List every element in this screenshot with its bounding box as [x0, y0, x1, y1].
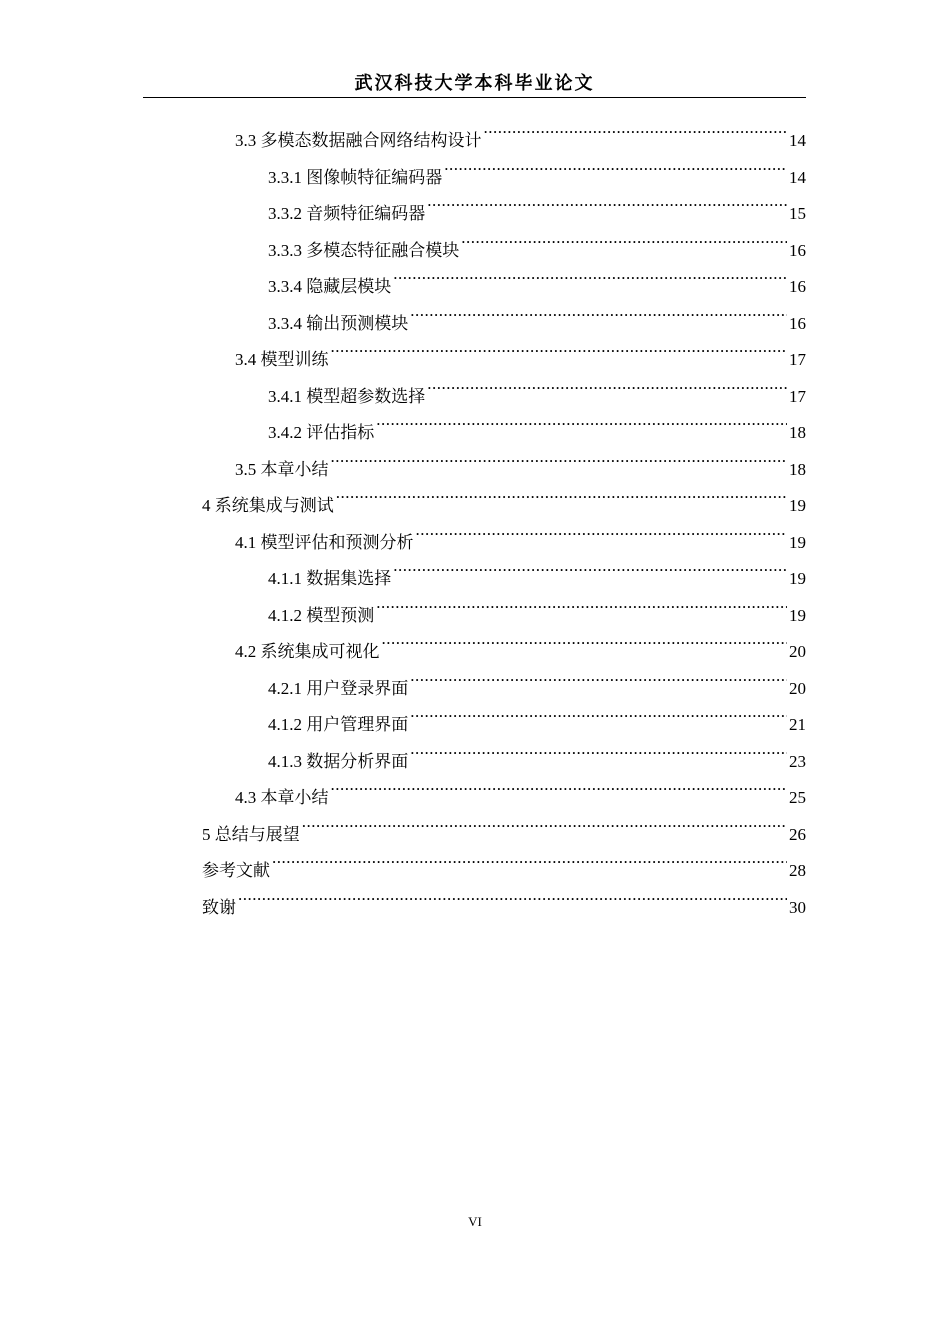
toc-entry-4-1-2-user-mgmt[interactable]: [268, 694, 806, 734]
toc-entry-4-1[interactable]: [235, 512, 806, 552]
toc-entry-page: 18: [789, 459, 806, 479]
toc-entry-4-2[interactable]: [235, 621, 806, 661]
toc-entry-title: 3.3 多模态数据融合网络结构设计: [235, 131, 482, 150]
toc-leader-dots: [444, 147, 787, 183]
toc-entry-title: 3.3.4 输出预测模块: [268, 313, 409, 333]
footer-page-number: VI: [468, 1214, 482, 1229]
toc-entry-3-3-4-output[interactable]: [268, 293, 806, 333]
toc-entry-4-3[interactable]: [235, 767, 806, 807]
toc-entry-3-3-4-hidden[interactable]: [268, 256, 806, 296]
toc-entry-title: 3.3.1 图像帧特征编码器: [268, 167, 443, 187]
toc-entry-acknowledgements[interactable]: [202, 877, 806, 917]
toc-leader-dots: [410, 293, 787, 329]
toc-entry-4-2-1[interactable]: [268, 658, 806, 698]
toc-entry-page: 17: [789, 350, 806, 369]
toc-entry-3-3-3[interactable]: [268, 220, 806, 260]
toc-entry-title: 3.4.2 评估指标: [268, 423, 375, 442]
toc-entry-title: 4.1.3 数据分析界面: [268, 751, 409, 771]
toc-entry-4-1-2[interactable]: [268, 585, 806, 625]
toc-entry-title: 4.1.2 用户管理界面: [268, 715, 409, 734]
toc-leader-dots: [382, 621, 788, 657]
toc-entry-page: 16: [789, 240, 806, 260]
toc-entry-page: 18: [789, 423, 806, 442]
toc-entry-title: 3.5 本章小结: [235, 459, 329, 479]
toc-entry-page: 16: [789, 277, 806, 296]
toc-entry-page: 23: [789, 751, 806, 771]
toc-entry-4[interactable]: [202, 475, 806, 515]
toc-leader-dots: [336, 475, 787, 511]
toc-leader-dots: [410, 731, 787, 767]
toc-entry-page: 15: [789, 204, 806, 223]
toc-entry-title: 3.4 模型训练: [235, 350, 329, 369]
toc-entry-title: 参考文献: [202, 861, 270, 880]
toc-entry-title: 4.2 系统集成可视化: [235, 642, 380, 661]
toc-leader-dots: [410, 658, 787, 694]
toc-leader-dots: [238, 877, 787, 913]
toc-entry-page: 28: [789, 861, 806, 880]
toc-entry-page: 19: [789, 496, 806, 515]
toc-leader-dots: [302, 804, 787, 840]
toc-entry-3-5[interactable]: [235, 439, 806, 479]
toc-leader-dots: [393, 256, 787, 292]
toc-leader-dots: [427, 183, 787, 219]
toc-entry-page: 19: [789, 605, 806, 625]
toc-leader-dots: [331, 767, 788, 803]
toc-entry-page: 20: [789, 678, 806, 698]
toc-entry-4-1-1[interactable]: [268, 548, 806, 588]
header-divider: [143, 97, 806, 98]
toc-entry-5[interactable]: [202, 804, 806, 844]
toc-entry-title: 4 系统集成与测试: [202, 496, 334, 515]
toc-entry-page: 14: [789, 131, 806, 150]
toc-entry-title: 3.3.4 隐藏层模块: [268, 277, 392, 296]
toc-leader-dots: [410, 694, 787, 730]
toc-leader-dots: [427, 366, 787, 402]
toc-entry-title: 3.3.2 音频特征编码器: [268, 204, 426, 223]
toc-leader-dots: [484, 110, 788, 146]
toc-entry-3-4[interactable]: [235, 329, 806, 369]
toc-entry-3-4-2[interactable]: [268, 402, 806, 442]
toc-entry-page: 20: [789, 642, 806, 661]
toc-entry-title: 5 总结与展望: [202, 824, 300, 844]
toc-leader-dots: [331, 439, 788, 475]
toc-entry-title: 4.3 本章小结: [235, 788, 329, 807]
toc-entry-3-3-2[interactable]: [268, 183, 806, 223]
toc-leader-dots: [461, 220, 787, 256]
toc-leader-dots: [272, 840, 787, 876]
toc-leader-dots: [376, 402, 787, 438]
toc-entry-3-3[interactable]: [235, 110, 806, 150]
toc-leader-dots: [416, 512, 788, 548]
toc-entry-page: 25: [789, 788, 806, 807]
page-header-title: 武汉科技大学本科毕业论文: [354, 73, 595, 94]
toc-leader-dots: [331, 329, 788, 365]
toc-leader-dots: [393, 548, 787, 584]
toc-entry-title: 3.3.3 多模态特征融合模块: [268, 240, 460, 260]
toc-entry-references[interactable]: [202, 840, 806, 880]
toc-entry-page: 16: [789, 313, 806, 333]
toc-entry-title: 4.2.1 用户登录界面: [268, 678, 409, 698]
toc-entry-3-4-1[interactable]: [268, 366, 806, 406]
toc-entry-page: 14: [789, 167, 806, 187]
toc-entry-title: 3.4.1 模型超参数选择: [268, 386, 426, 406]
toc-entry-page: 19: [789, 532, 806, 552]
toc-entry-page: 17: [789, 386, 806, 406]
toc-entry-page: 21: [789, 715, 806, 734]
toc-entry-page: 19: [789, 569, 806, 588]
toc-entry-title: 致谢: [202, 897, 236, 917]
toc-entry-title: 4.1.1 数据集选择: [268, 569, 392, 588]
toc-entry-page: 30: [789, 897, 806, 917]
toc-entry-3-3-1[interactable]: [268, 147, 806, 187]
toc-entry-page: 26: [789, 824, 806, 844]
toc-entry-4-1-3[interactable]: [268, 731, 806, 771]
toc-entry-title: 4.1.2 模型预测: [268, 605, 375, 625]
toc-entry-title: 4.1 模型评估和预测分析: [235, 532, 414, 552]
toc-leader-dots: [376, 585, 787, 621]
